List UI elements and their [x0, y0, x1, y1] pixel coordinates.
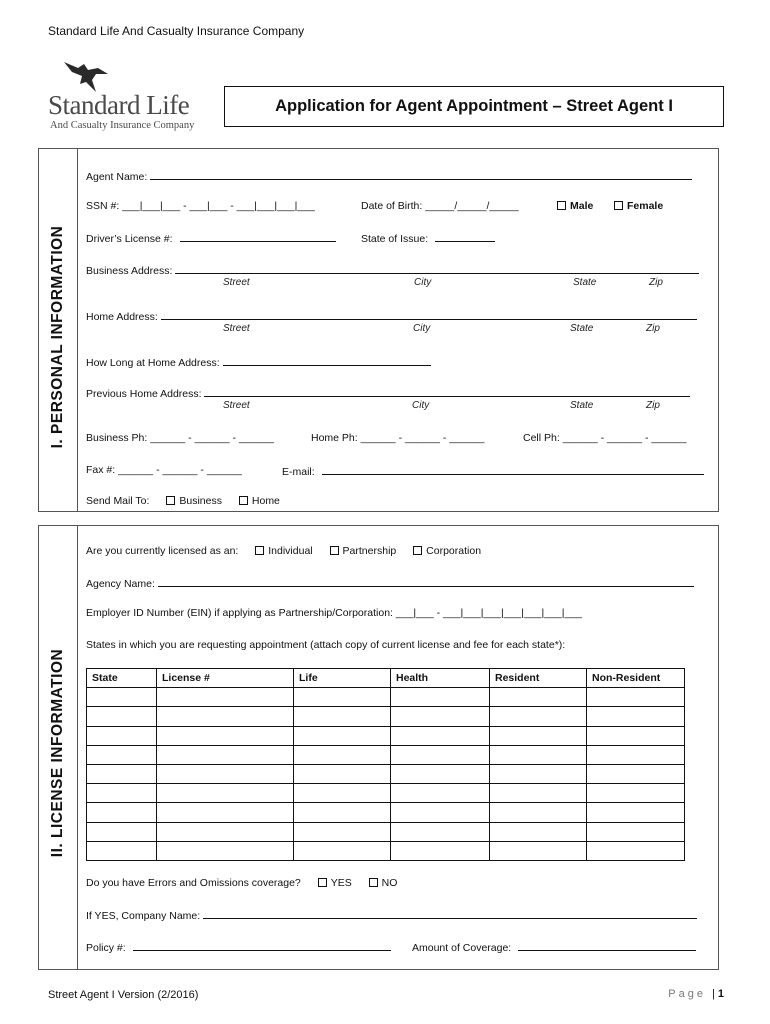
table-cell[interactable] [391, 707, 490, 726]
agency-name-row [86, 576, 694, 590]
table-row [87, 784, 685, 803]
ein-field[interactable]: ___|___ - ___|___|___|___|___|___|___ [395, 607, 582, 619]
table-cell[interactable] [587, 707, 685, 726]
table-cell[interactable] [157, 822, 294, 841]
previous-address-field[interactable] [204, 386, 690, 397]
caption-state: State [570, 400, 594, 411]
table-cell[interactable] [294, 822, 391, 841]
table-cell[interactable] [157, 688, 294, 707]
home-phone-field[interactable]: ______ - ______ - ______ [360, 432, 485, 444]
table-cell[interactable] [87, 726, 157, 745]
licensed-as-label: Are you currently licensed as an: [86, 545, 239, 557]
table-cell[interactable] [490, 745, 587, 764]
corporation-option[interactable] [413, 545, 481, 557]
states-table [86, 668, 685, 861]
table-cell[interactable] [157, 764, 294, 783]
column-header: Life [294, 669, 391, 688]
home-address-row [86, 309, 697, 323]
table-cell[interactable] [490, 803, 587, 822]
column-header: Resident [490, 669, 587, 688]
table-cell[interactable] [587, 784, 685, 803]
eo-yes-checkbox[interactable] [318, 878, 327, 887]
caption-street: Street [223, 277, 250, 288]
table-cell[interactable] [490, 822, 587, 841]
table-cell[interactable] [587, 726, 685, 745]
email-row [282, 464, 704, 478]
table-cell[interactable] [87, 688, 157, 707]
individual-label: Individual [268, 545, 313, 557]
table-cell[interactable] [87, 841, 157, 860]
coverage-row [412, 940, 696, 954]
business-address-label: Business Address: [86, 265, 173, 277]
table-cell[interactable] [294, 745, 391, 764]
table-cell[interactable] [587, 688, 685, 707]
drivers-license-field[interactable] [180, 231, 336, 242]
partnership-label: Partnership [342, 545, 397, 557]
business-phone-label: Business Ph: [86, 432, 148, 444]
caption-city: City [414, 277, 432, 288]
corporation-checkbox[interactable] [413, 546, 422, 555]
send-business-checkbox[interactable] [166, 496, 175, 505]
eo-label: Do you have Errors and Omissions coverage? [86, 877, 301, 889]
drivers-license-row [86, 231, 336, 245]
gender-male[interactable] [557, 200, 593, 212]
table-cell[interactable] [157, 784, 294, 803]
table-cell[interactable] [391, 688, 490, 707]
table-cell[interactable] [587, 841, 685, 860]
table-cell[interactable] [391, 784, 490, 803]
send-home-checkbox[interactable] [239, 496, 248, 505]
partnership-checkbox[interactable] [330, 546, 339, 555]
table-cell[interactable] [87, 822, 157, 841]
how-long-field[interactable] [223, 355, 431, 366]
table-header-row [87, 669, 685, 688]
male-label: Male [570, 200, 594, 212]
ssn-label: SSN #: [86, 200, 120, 212]
individual-checkbox[interactable] [255, 546, 264, 555]
version-footer: Street Agent I Version (2/2016) [48, 989, 199, 1001]
home-phone-row [311, 432, 484, 444]
company-name-label: If YES, Company Name: [86, 910, 201, 922]
state-of-issue-label: State of Issue: [361, 233, 429, 245]
table-cell[interactable] [294, 726, 391, 745]
table-row [87, 707, 685, 726]
table-cell[interactable] [157, 726, 294, 745]
column-header: State [87, 669, 157, 688]
caption-street: Street [223, 400, 250, 411]
state-of-issue-row [361, 231, 495, 245]
drivers-license-label: Driver’s License #: [86, 233, 173, 245]
table-cell[interactable] [294, 764, 391, 783]
caption-state: State [570, 323, 594, 334]
company-name-field[interactable] [203, 908, 697, 919]
section-sidebar [39, 149, 78, 511]
home-address-label: Home Address: [86, 311, 158, 323]
license-section-label: II. LICENSE INFORMATION [49, 648, 66, 858]
table-cell[interactable] [391, 726, 490, 745]
coverage-label: Amount of Coverage: [412, 942, 512, 954]
table-row [87, 841, 685, 860]
states-instructions: States in which you are requesting appointment (attach copy of current license and fee for each state*): [86, 639, 566, 651]
send-home-label: Home [251, 495, 280, 507]
previous-address-label: Previous Home Address: [86, 388, 202, 400]
corporation-label: Corporation [426, 545, 482, 557]
home-phone-label: Home Ph: [311, 432, 358, 444]
female-label: Female [627, 200, 664, 212]
caption-zip: Zip [646, 323, 660, 334]
personal-section-label: I. PERSONAL INFORMATION [49, 225, 66, 449]
how-long-row [86, 355, 431, 369]
fax-row [86, 464, 242, 476]
agent-name-field[interactable] [150, 169, 692, 180]
business-address-row [86, 263, 699, 277]
cell-phone-field[interactable]: ______ - ______ - ______ [562, 432, 687, 444]
eo-no-checkbox[interactable] [369, 878, 378, 887]
table-cell[interactable] [157, 707, 294, 726]
send-home-option[interactable] [239, 495, 280, 507]
dob-label: Date of Birth: [361, 200, 423, 212]
table-cell[interactable] [391, 822, 490, 841]
caption-zip: Zip [646, 400, 660, 411]
page-number: 1 [717, 988, 724, 1000]
table-cell[interactable] [294, 803, 391, 822]
ssn-field[interactable]: ___|___|___ - ___|___ - ___|___|___|___ [122, 200, 315, 212]
business-address-field[interactable] [175, 263, 699, 274]
agency-name-label: Agency Name: [86, 578, 155, 590]
home-address-field[interactable] [161, 309, 697, 320]
table-cell[interactable] [391, 764, 490, 783]
column-header: Non-Resident [587, 669, 685, 688]
send-mail-label: Send Mail To: [86, 495, 150, 507]
gender-female[interactable] [614, 200, 663, 212]
how-long-label: How Long at Home Address: [86, 357, 220, 369]
send-mail-row [86, 495, 280, 507]
policy-label: Policy #: [86, 942, 126, 954]
individual-option[interactable] [255, 545, 312, 557]
previous-address-row [86, 386, 690, 400]
table-cell[interactable] [294, 688, 391, 707]
agent-name-label: Agent Name: [86, 171, 148, 183]
email-field[interactable] [322, 464, 704, 475]
logo-subtitle: And Casualty Insurance Company [50, 120, 195, 131]
dob-field[interactable]: _____/_____/_____ [425, 200, 519, 212]
page-word: Page [668, 988, 706, 1000]
agent-name-row [86, 169, 692, 183]
document-title: Application for Agent Appointment – Street Agent I [224, 86, 724, 127]
table-cell[interactable] [490, 841, 587, 860]
company-name-row [86, 908, 697, 922]
column-header: License # [157, 669, 294, 688]
licensed-as-row [86, 545, 481, 557]
fax-label: Fax #: [86, 464, 116, 476]
table-cell[interactable] [587, 764, 685, 783]
section-sidebar [39, 526, 78, 969]
ssn-row [86, 200, 315, 212]
column-header: Health [391, 669, 490, 688]
send-business-label: Business [179, 495, 222, 507]
ein-label: Employer ID Number (EIN) if applying as Partnership/Corporation: [86, 607, 393, 619]
caption-street: Street [223, 323, 250, 334]
cell-phone-row [523, 432, 686, 444]
state-of-issue-field[interactable] [435, 231, 495, 242]
caption-city: City [412, 400, 430, 411]
table-row [87, 764, 685, 783]
fax-field[interactable]: ______ - ______ - ______ [118, 464, 242, 476]
eo-no-option[interactable] [369, 877, 398, 889]
table-cell[interactable] [391, 745, 490, 764]
eo-row [86, 877, 397, 889]
male-checkbox[interactable] [557, 201, 566, 210]
coverage-field[interactable] [518, 940, 696, 951]
policy-field[interactable] [133, 940, 391, 951]
table-cell[interactable] [294, 841, 391, 860]
table-row [87, 688, 685, 707]
table-row [87, 803, 685, 822]
table-cell[interactable] [87, 707, 157, 726]
table-cell[interactable] [157, 803, 294, 822]
caption-city: City [413, 323, 431, 334]
partnership-option[interactable] [330, 545, 397, 557]
table-cell[interactable] [294, 707, 391, 726]
table-cell[interactable] [87, 803, 157, 822]
ein-row [86, 607, 582, 619]
agency-name-field[interactable] [158, 576, 694, 587]
page-number-footer: Page | 1 [668, 988, 724, 1000]
table-cell[interactable] [490, 764, 587, 783]
table-cell[interactable] [490, 707, 587, 726]
table-cell[interactable] [87, 745, 157, 764]
table-row [87, 726, 685, 745]
company-header: Standard Life And Casualty Insurance Company [48, 24, 305, 38]
logo-name: Standard Life [48, 90, 190, 120]
eo-no-label: NO [381, 877, 398, 889]
table-cell[interactable] [157, 841, 294, 860]
table-cell[interactable] [391, 803, 490, 822]
table-row [87, 745, 685, 764]
table-cell[interactable] [490, 726, 587, 745]
business-phone-row [86, 432, 274, 444]
table-cell[interactable] [587, 745, 685, 764]
table-cell[interactable] [87, 764, 157, 783]
table-cell[interactable] [391, 841, 490, 860]
eo-yes-option[interactable] [318, 877, 352, 889]
policy-row [86, 940, 391, 954]
table-cell[interactable] [490, 688, 587, 707]
table-cell[interactable] [490, 784, 587, 803]
email-label: E-mail: [282, 466, 315, 478]
table-row [87, 822, 685, 841]
company-logo [48, 58, 206, 136]
send-business-option[interactable] [166, 495, 222, 507]
table-cell[interactable] [587, 822, 685, 841]
table-cell[interactable] [157, 745, 294, 764]
table-cell[interactable] [87, 784, 157, 803]
table-cell[interactable] [294, 784, 391, 803]
eagle-icon [62, 58, 110, 94]
cell-phone-label: Cell Ph: [523, 432, 560, 444]
eo-yes-label: YES [330, 877, 352, 889]
dob-row [361, 200, 519, 212]
caption-state: State [573, 277, 597, 288]
female-checkbox[interactable] [614, 201, 623, 210]
table-cell[interactable] [587, 803, 685, 822]
business-phone-field[interactable]: ______ - ______ - ______ [150, 432, 274, 444]
caption-zip: Zip [649, 277, 663, 288]
